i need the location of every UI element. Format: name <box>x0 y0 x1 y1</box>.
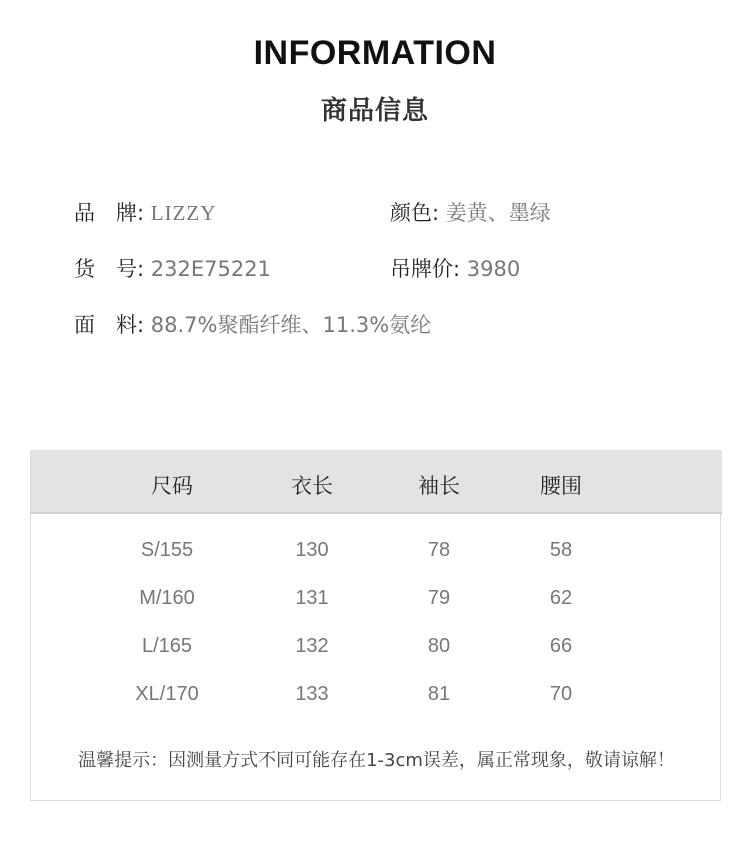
table-row <box>31 539 722 569</box>
cell-length: 132 <box>295 635 329 657</box>
fabric-field <box>74 309 431 339</box>
cell-sleeve: 80 <box>427 635 451 657</box>
brand-label: 品 牌: <box>74 201 145 225</box>
fabric-label: 面 料: <box>74 313 145 337</box>
tag-price-label: 吊牌价: <box>390 257 461 281</box>
color-field <box>390 197 551 227</box>
size-table-header <box>31 450 722 514</box>
cell-length: 130 <box>295 539 329 561</box>
cell-sleeve: 78 <box>427 539 451 561</box>
cell-waist: 62 <box>549 587 573 609</box>
color-value: 姜黄、墨绿 <box>445 201 551 225</box>
cell-sleeve: 79 <box>427 587 451 609</box>
cell-size: M/160 <box>139 587 195 609</box>
cell-waist: 70 <box>549 683 573 705</box>
header-length: 衣长 <box>291 474 333 498</box>
brand-value: LIZZY <box>150 201 217 225</box>
tag-price-field <box>390 253 520 283</box>
header-size: 尺码 <box>151 474 193 498</box>
cell-length: 133 <box>295 683 329 705</box>
info-row-fabric <box>74 309 694 339</box>
table-row <box>31 683 722 713</box>
item-number-value: 232E75221 <box>150 257 271 281</box>
table-row <box>31 635 722 665</box>
page-title-english: INFORMATION <box>253 34 497 72</box>
tag-price-value: 3980 <box>466 257 521 281</box>
cell-waist: 66 <box>549 635 573 657</box>
info-row-brand-color <box>74 197 694 227</box>
cell-size: S/155 <box>140 539 194 561</box>
cell-sleeve: 81 <box>427 683 451 705</box>
table-row <box>31 587 722 617</box>
cell-size: L/165 <box>141 635 193 657</box>
cell-length: 131 <box>295 587 329 609</box>
header-waist: 腰围 <box>540 474 582 498</box>
size-table <box>30 450 721 801</box>
brand-field <box>74 197 216 227</box>
color-label: 颜色: <box>390 201 440 225</box>
info-row-item-price <box>74 253 694 283</box>
page-title-chinese: 商品信息 <box>320 96 429 126</box>
cell-waist: 58 <box>549 539 573 561</box>
header-sleeve: 袖长 <box>418 474 460 498</box>
cell-size: XL/170 <box>135 683 199 705</box>
measurement-note: 温馨提示：因测量方式不同可能存在1-3cm误差，属正常现象，敬请谅解！ <box>78 750 675 771</box>
item-number-label: 货 号: <box>74 257 145 281</box>
fabric-value: 88.7%聚酯纤维、11.3%氨纶 <box>150 313 432 337</box>
item-number-field <box>74 253 271 283</box>
